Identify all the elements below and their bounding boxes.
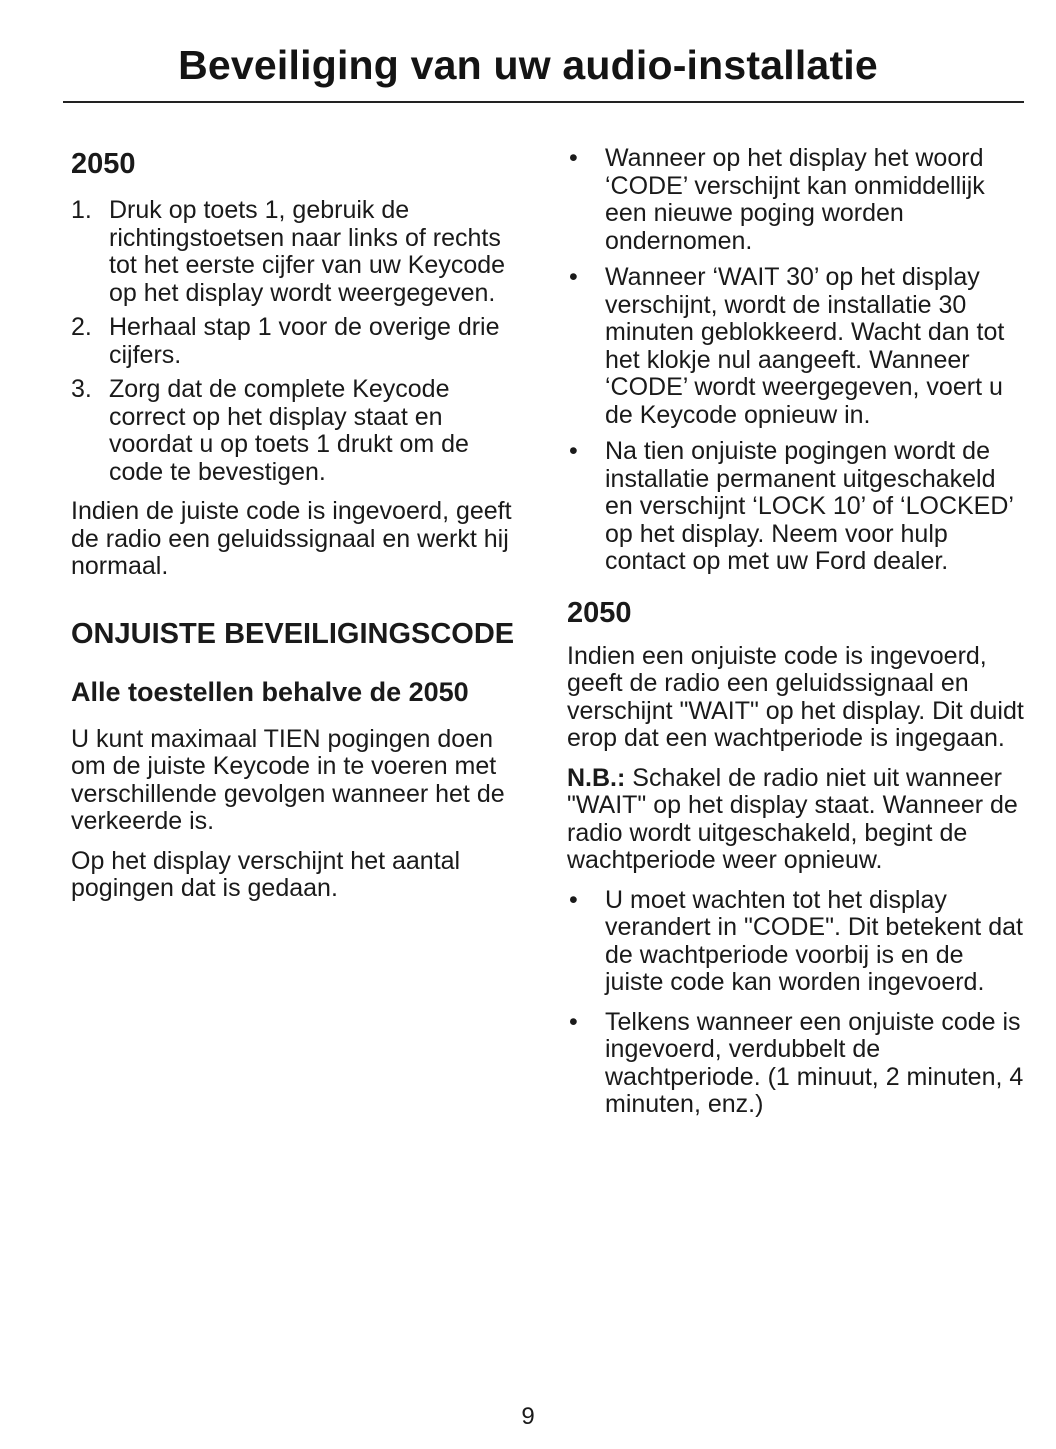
bullet-text: Wanneer ‘WAIT 30’ op het display verschijnt, wordt de installatie 30 minuten geblokkeerd. Wacht dan tot het klokje nul aangeeft. Wanneer ‘CODE’ wordt weergegeven, voert u de Keycode opnieuw in. — [605, 263, 1005, 429]
section-heading-2050-right: 2050 — [567, 596, 632, 629]
step-text: Zorg dat de complete Keycode correct op het display staat en voordat u op toets 1 drukt om de code te bevestigen. — [109, 375, 469, 486]
list-item — [567, 145, 1025, 255]
list-item — [71, 314, 529, 369]
attempts-paragraph: U kunt maximaal TIEN pogingen doen om de juiste Keycode in te voeren met verschillende gevolgen wanneer het de verkeerde is. — [71, 724, 505, 835]
subheading-all-devices: Alle toestellen behalve de 2050 — [71, 676, 469, 707]
note-text: Schakel de radio niet uit wanneer "WAIT" op het display staat. Wanneer de radio wordt uitgeschakeld, begint de wachtperiode weer opnieuw. — [567, 763, 1018, 874]
page-title: Beveiliging van uw audio-installatie — [178, 42, 878, 88]
bullet: • — [569, 885, 578, 914]
step-text: Druk op toets 1, gebruik de richtingstoetsen naar links of rechts tot het eerste cijfer van uw Keycode op het display wordt weergegeven. — [109, 196, 506, 307]
note-paragraph — [567, 765, 1025, 875]
list-item — [567, 1009, 1025, 1119]
correct-code-paragraph: Indien de juiste code is ingevoerd, geeft de radio een geluidssignaal en werkt hij normaal. — [71, 497, 512, 580]
bullet: • — [569, 1007, 578, 1036]
title-rule — [63, 101, 1024, 103]
list-item — [567, 264, 1025, 429]
list-item — [567, 887, 1025, 997]
note-label: N.B.: — [567, 763, 626, 792]
step-number: 3. — [71, 375, 92, 403]
page-number: 9 — [521, 1403, 535, 1430]
list-item — [567, 438, 1025, 576]
bullet-text: U moet wachten tot het display verandert in "CODE". Dit betekent dat de wachtperiode voorbij is en de juiste code kan worden ingevoerd. — [605, 885, 1023, 996]
step-number: 2. — [71, 313, 92, 341]
step-number: 1. — [71, 196, 92, 224]
list-item — [71, 197, 529, 307]
bullet: • — [569, 144, 578, 172]
section-heading-2050: 2050 — [71, 148, 136, 180]
bullet: • — [569, 263, 578, 291]
bullet-text: Wanneer op het display het woord ‘CODE’ verschijnt kan onmiddellijk een nieuwe poging worden ondernomen. — [605, 144, 985, 255]
bullet-text: Telkens wanneer een onjuiste code is ingevoerd, verdubbelt de wachtperiode. (1 minuut, 2 minuten, 4 minuten, enz.) — [605, 1007, 1024, 1118]
bullet: • — [569, 437, 578, 465]
step-text: Herhaal stap 1 voor de overige drie cijfers. — [109, 313, 500, 369]
bullet-list-bottom — [567, 887, 1025, 1119]
bullet-text: Na tien onjuiste pogingen wordt de installatie permanent uitgeschakeld en verschijnt ‘LOCK 10’ of ‘LOCKED’ op het display. Neem voor hulp contact op met uw Ford dealer. — [605, 437, 1014, 575]
left-column — [71, 145, 529, 903]
wrong-code-paragraph: Indien een onjuiste code is ingevoerd, geeft de radio een geluidssignaal en verschijnt "WAIT" op het display. Dit duidt erop dat een wachtperiode is ingegaan. — [567, 641, 1024, 752]
bullet-list-top — [567, 145, 1025, 576]
display-paragraph: Op het display verschijnt het aantal pogingen dat is gedaan. — [71, 846, 461, 902]
section-heading-wrong-code: ONJUISTE BEVEILIGINGSCODE — [71, 617, 515, 650]
steps-list — [71, 197, 529, 486]
list-item — [71, 376, 529, 486]
right-column — [567, 145, 1025, 1119]
